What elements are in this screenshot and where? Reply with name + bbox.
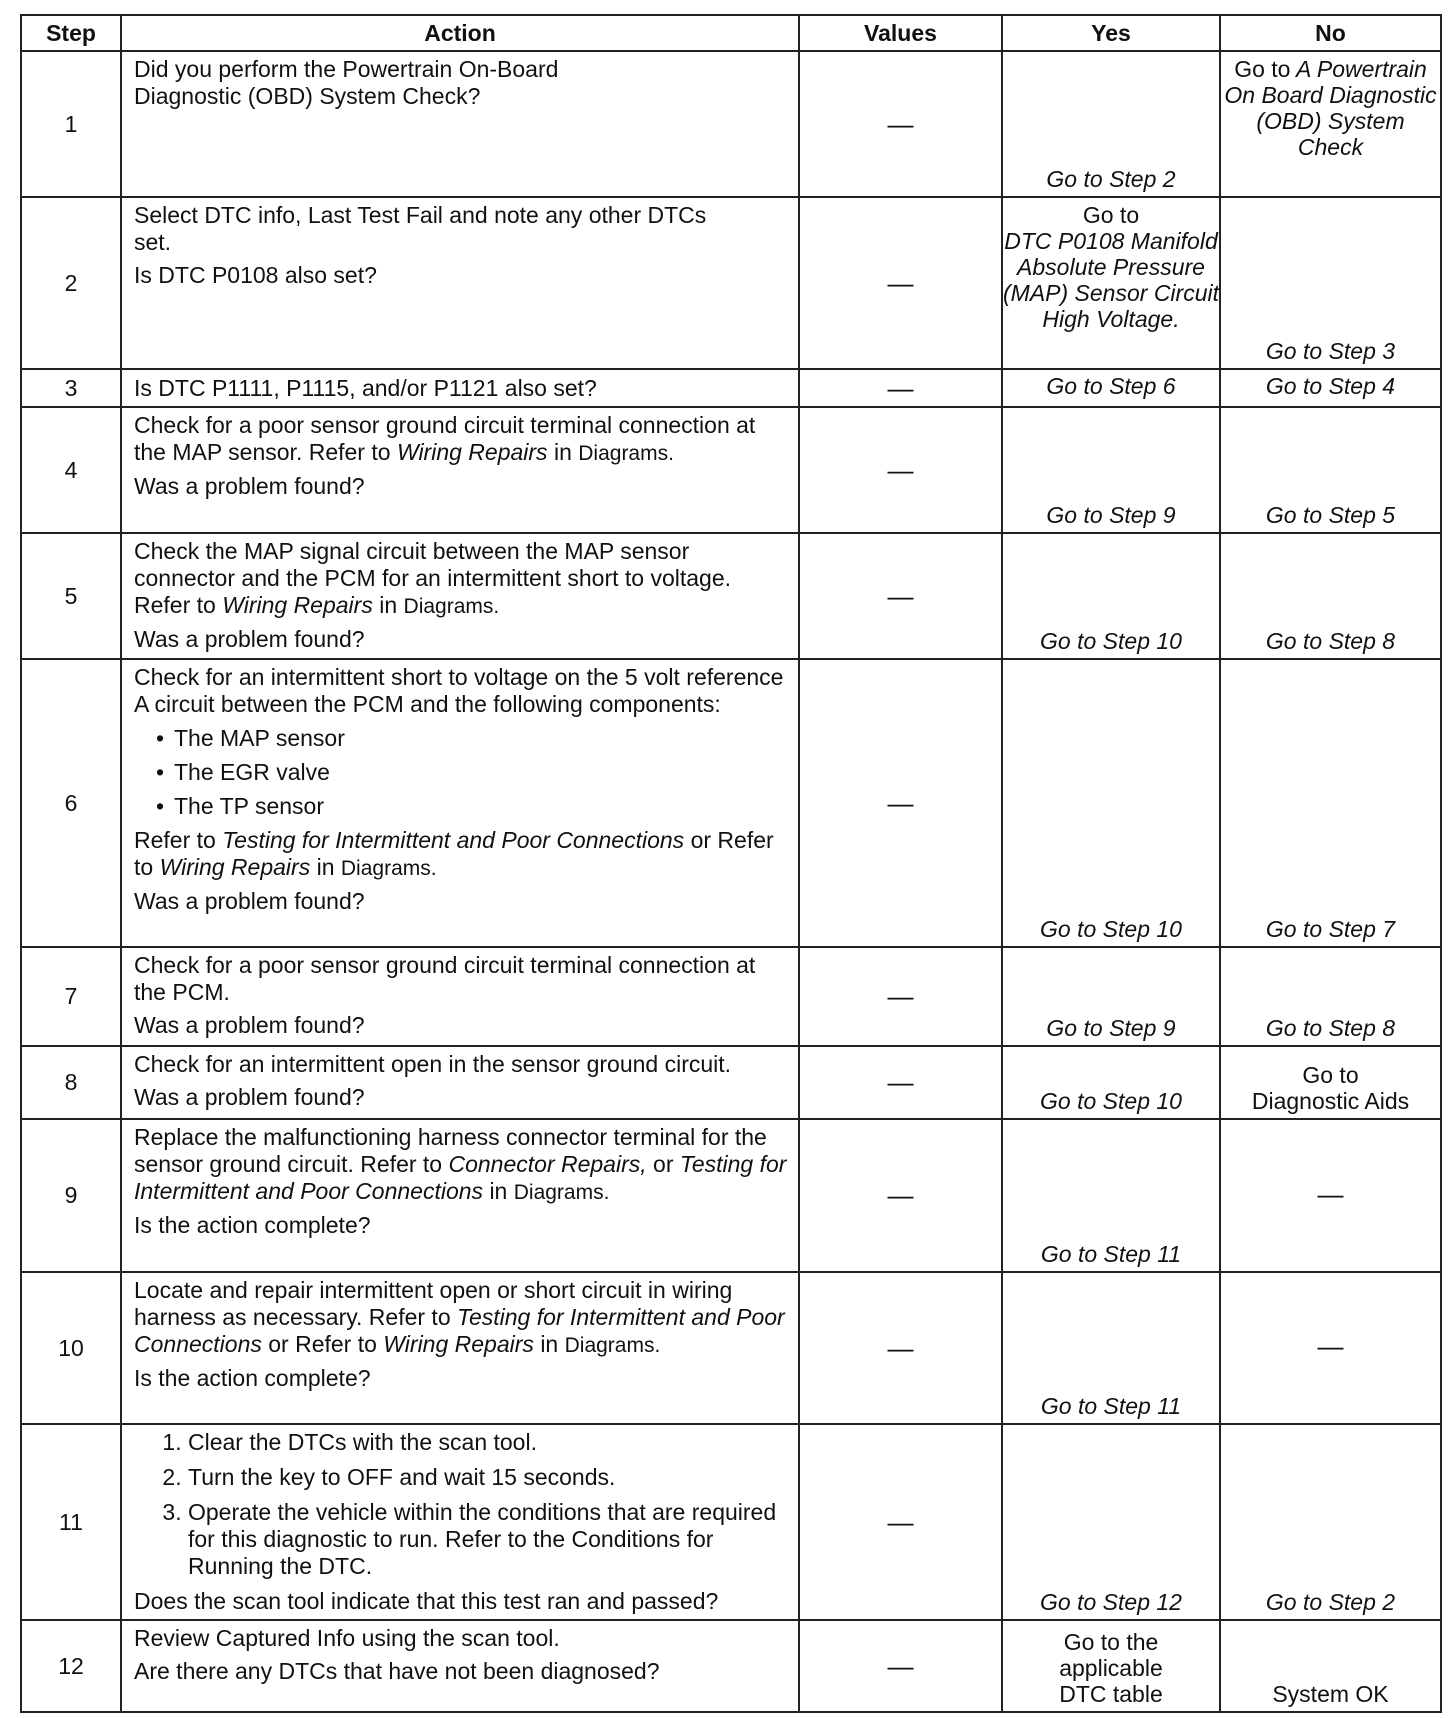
reference-link[interactable]: Connector Repairs, [448,1151,647,1177]
no-prefix: Go to [1234,56,1291,82]
action-text: Review Captured Info using the scan tool. [134,1625,560,1651]
table-row [21,659,1441,947]
list-item: • The MAP sensor [174,725,792,752]
step-number: 6 [21,659,121,947]
action-cell [121,947,799,1046]
list-item: 3. Operate the vehicle within the conditions that are required for this diagnostic to run. Refer to the Conditions for Running the DTC. [188,1499,792,1580]
yes-cell: Go to Step 6 [1002,369,1220,407]
values-cell: — [799,197,1002,369]
action-cell [121,1119,799,1272]
step-number: 4 [21,407,121,533]
action-text: Select DTC info, Last Test Fail and note any other DTCs set. [134,202,707,255]
action-cell [121,1272,799,1424]
header-values: Values [799,15,1002,51]
header-no: No [1220,15,1441,51]
reference-link[interactable]: Wiring Repairs [159,854,311,880]
yes-cell [1002,197,1220,369]
step-number: 8 [21,1046,121,1119]
values-cell: — [799,533,1002,659]
no-cell: Go to Step 2 [1220,1424,1441,1620]
action-text: Check for an intermittent short to voltage on the 5 volt reference A circuit between the PCM and the following components: [134,664,784,717]
action-cell [121,1046,799,1119]
action-question: Is the action complete? [134,1365,371,1391]
table-row [21,51,1441,197]
yes-cell: Go to Step 9 [1002,407,1220,533]
action-question: Was a problem found? [134,473,365,499]
values-cell: — [799,659,1002,947]
values-cell: — [799,407,1002,533]
header-yes: Yes [1002,15,1220,51]
yes-cell: Go to Step 10 [1002,533,1220,659]
yes-line: applicable [1059,1655,1163,1681]
reference-link[interactable]: Wiring Repairs [396,439,548,465]
no-prefix: Go to [1302,1062,1359,1088]
action-question: Does the scan tool indicate that this test ran and passed? [134,1588,719,1614]
step-number: 12 [21,1620,121,1712]
list-item: 2. Turn the key to OFF and wait 15 seconds. [188,1464,792,1491]
step-number: 10 [21,1272,121,1424]
no-cell: Go to Step 5 [1220,407,1441,533]
action-question: Is the action complete? [134,1212,371,1238]
yes-cell: Go to Step 10 [1002,659,1220,947]
no-cell: Go to Step 8 [1220,533,1441,659]
action-text: Check for an intermittent open in the sensor ground circuit. [134,1051,732,1077]
no-cell: Go to Step 4 [1220,369,1441,407]
table-row [21,369,1441,407]
list-item: • The EGR valve [174,759,792,786]
action-cell [121,407,799,533]
yes-cell: Go to Step 12 [1002,1424,1220,1620]
table-row [21,197,1441,369]
list-item: 1. Clear the DTCs with the scan tool. [188,1429,792,1456]
values-cell: — [799,1119,1002,1272]
yes-cell: Go to Step 11 [1002,1272,1220,1424]
yes-cell: Go to Step 2 [1002,51,1220,197]
action-text: Locate and repair intermittent open or short circuit in wiring harness as necessary. Refer to Testing for Intermittent and Poor Connections or Refer to Wiring Repairs in Diagrams. [134,1277,785,1357]
action-question: Was a problem found? [134,1012,365,1038]
action-question: Was a problem found? [134,888,365,914]
no-cell: Go to Step 3 [1220,197,1441,369]
action-cell [121,659,799,947]
reference-link[interactable]: Wiring Repairs [383,1331,534,1357]
action-text: Check the MAP signal circuit between the MAP sensor connector and the PCM for an intermittent short to voltage. Refer to Wiring Repairs in Diagrams. [134,538,732,618]
table-row [21,1119,1441,1272]
table-row [21,1424,1441,1620]
table-row [21,1620,1441,1712]
values-cell: — [799,51,1002,197]
table-row [21,1046,1441,1119]
yes-line: DTC table [1059,1681,1163,1707]
reference-text: Refer to Testing for Intermittent and Poor Connections or Refer to Wiring Repairs in Diagrams. [134,827,774,880]
reference-link[interactable]: Testing for Intermittent and Poor Connections [134,1151,787,1204]
yes-reference: DTC P0108 Manifold Absolute Pressure (MAP) Sensor Circuit High Voltage. [1003,228,1219,332]
step-number: 1 [21,51,121,197]
reference-link[interactable]: Wiring Repairs [222,592,373,618]
values-cell: — [799,947,1002,1046]
values-cell: — [799,1424,1002,1620]
action-cell [121,197,799,369]
action-text: Is DTC P1111, P1115, and/or P1121 also set? [134,374,597,401]
action-cell [121,369,799,407]
step-number: 5 [21,533,121,659]
yes-cell: Go to Step 10 [1002,1046,1220,1119]
action-cell [121,533,799,659]
no-reference: A Powertrain On Board Diagnostic (OBD) System Check [1224,56,1437,160]
yes-cell: Go to Step 11 [1002,1119,1220,1272]
no-cell: Go to Step 8 [1220,947,1441,1046]
no-cell [1220,51,1441,197]
header-row [21,15,1441,51]
table-row [21,533,1441,659]
action-text: Check for a poor sensor ground circuit terminal connection at the MAP sensor. Refer to Wiring Repairs in Diagrams. [134,412,756,465]
action-cell [121,1424,799,1620]
action-text: Did you perform the Powertrain On-Board Diagnostic (OBD) System Check? [134,56,559,109]
diagnostic-table [20,14,1442,1713]
no-cell [1220,1046,1441,1119]
action-question: Is DTC P0108 also set? [134,262,377,288]
values-cell: — [799,1620,1002,1712]
table-row [21,407,1441,533]
action-text: Check for a poor sensor ground circuit terminal connection at the PCM. [134,952,756,1005]
no-cell: — [1220,1272,1441,1424]
header-action: Action [121,15,799,51]
step-number: 11 [21,1424,121,1620]
action-text: Replace the malfunctioning harness connector terminal for the sensor ground circuit. Refer to Connector Repairs, or Testing for Intermittent and Poor Connections in Diagrams. [134,1124,787,1204]
action-question: Was a problem found? [134,626,365,652]
action-question: Are there any DTCs that have not been diagnosed? [134,1658,660,1684]
yes-line: Go to the [1063,1629,1159,1655]
step-number: 3 [21,369,121,407]
step-number: 7 [21,947,121,1046]
action-cell [121,51,799,197]
yes-cell [1002,1620,1220,1712]
header-step: Step [21,15,121,51]
reference-link[interactable]: Testing for Intermittent and Poor Connections [134,1304,785,1357]
values-cell: — [799,1046,1002,1119]
action-question: Was a problem found? [134,1084,365,1110]
step-number: 9 [21,1119,121,1272]
values-cell: — [799,1272,1002,1424]
no-reference: Diagnostic Aids [1251,1088,1410,1114]
table-row [21,947,1441,1046]
values-cell: — [799,369,1002,407]
no-cell: — [1220,1119,1441,1272]
yes-cell: Go to Step 9 [1002,947,1220,1046]
step-number: 2 [21,197,121,369]
list-item: • The TP sensor [174,793,792,820]
yes-prefix: Go to [1082,202,1140,228]
no-cell: System OK [1220,1620,1441,1712]
action-cell [121,1620,799,1712]
no-cell: Go to Step 7 [1220,659,1441,947]
table-row [21,1272,1441,1424]
procedure-list [134,1429,792,1580]
reference-link[interactable]: Testing for Intermittent and Poor Connections [222,827,685,853]
component-list [134,725,792,820]
